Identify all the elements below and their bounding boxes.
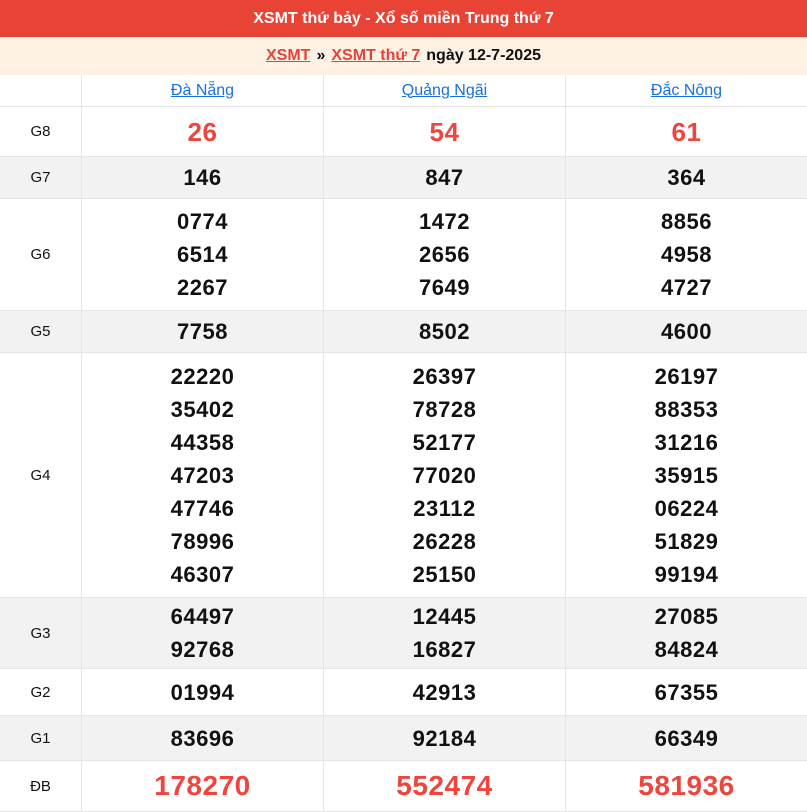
breadcrumb-date: ngày 12-7-2025 bbox=[426, 47, 541, 64]
results-table bbox=[0, 75, 807, 812]
prize-number: 1472 bbox=[419, 209, 470, 234]
prize-number: 61 bbox=[671, 116, 702, 147]
prize-numbers-g4-col2 bbox=[566, 353, 807, 597]
page-title-bar bbox=[0, 0, 807, 37]
prize-numbers-db-col0 bbox=[82, 761, 324, 811]
prize-rows-container bbox=[0, 107, 807, 812]
prize-number: 2656 bbox=[419, 242, 470, 267]
prize-number: 0774 bbox=[177, 209, 228, 234]
prize-number: 178270 bbox=[154, 770, 251, 801]
prize-number: 46307 bbox=[170, 561, 235, 587]
prize-row-db bbox=[0, 761, 807, 812]
prize-number: 364 bbox=[667, 165, 706, 190]
prize-label-g6: G6 bbox=[0, 199, 82, 310]
prize-label-db: ĐB bbox=[0, 761, 82, 811]
prize-number: 83696 bbox=[170, 725, 235, 751]
prize-label-g7: G7 bbox=[0, 157, 82, 198]
prize-number: 64497 bbox=[170, 604, 235, 629]
header-cell-quang-ngai bbox=[324, 75, 566, 106]
breadcrumb bbox=[0, 37, 807, 75]
province-link-dac-nong[interactable]: Đắc Nông bbox=[650, 81, 723, 99]
prize-number: 7758 bbox=[177, 319, 228, 344]
header-cell-da-nang bbox=[82, 75, 324, 106]
prize-numbers-db-col2 bbox=[566, 761, 807, 811]
prize-numbers-g3-col1 bbox=[324, 598, 566, 668]
province-link-quang-ngai[interactable]: Quảng Ngãi bbox=[401, 81, 488, 99]
prize-number: 06224 bbox=[654, 495, 719, 521]
prize-number: 26197 bbox=[654, 363, 719, 389]
prize-number: 78728 bbox=[412, 396, 477, 422]
prize-number: 4600 bbox=[661, 319, 712, 344]
prize-numbers-g2-col0 bbox=[82, 669, 324, 715]
prize-number: 78996 bbox=[170, 528, 235, 554]
prize-numbers-g1-col0 bbox=[82, 716, 324, 760]
prize-row-g6 bbox=[0, 199, 807, 311]
prize-row-g4 bbox=[0, 353, 807, 598]
prize-numbers-g2-col2 bbox=[566, 669, 807, 715]
prize-numbers-g4-col1 bbox=[324, 353, 566, 597]
prize-number: 8856 bbox=[661, 209, 712, 234]
prize-numbers-g1-col2 bbox=[566, 716, 807, 760]
prize-numbers-db-col1 bbox=[324, 761, 566, 811]
prize-numbers-g6-col2 bbox=[566, 199, 807, 310]
prize-number: 26228 bbox=[412, 528, 477, 554]
prize-number: 26 bbox=[187, 116, 218, 147]
prize-number: 146 bbox=[183, 165, 222, 190]
prize-row-g5 bbox=[0, 311, 807, 353]
prize-label-g8: G8 bbox=[0, 107, 82, 156]
prize-number: 27085 bbox=[654, 604, 719, 629]
prize-number: 54 bbox=[429, 116, 460, 147]
prize-number: 23112 bbox=[413, 495, 476, 521]
prize-numbers-g3-col2 bbox=[566, 598, 807, 668]
prize-numbers-g7-col1 bbox=[324, 157, 566, 198]
prize-numbers-g2-col1 bbox=[324, 669, 566, 715]
prize-label-g1: G1 bbox=[0, 716, 82, 760]
header-empty-cell bbox=[0, 75, 82, 106]
prize-number: 67355 bbox=[654, 679, 719, 705]
prize-numbers-g5-col0 bbox=[82, 311, 324, 352]
prize-number: 552474 bbox=[396, 770, 493, 801]
prize-numbers-g5-col2 bbox=[566, 311, 807, 352]
prize-number: 4727 bbox=[661, 275, 712, 300]
prize-number: 52177 bbox=[412, 429, 477, 455]
breadcrumb-link-xsmt-thu-7[interactable]: XSMT thứ 7 bbox=[331, 47, 421, 64]
prize-number: 2267 bbox=[177, 275, 228, 300]
prize-numbers-g8-col2 bbox=[566, 107, 807, 156]
prize-numbers-g6-col1 bbox=[324, 199, 566, 310]
province-header-row bbox=[0, 75, 807, 107]
prize-number: 47203 bbox=[170, 462, 235, 488]
prize-numbers-g8-col0 bbox=[82, 107, 324, 156]
prize-number: 92184 bbox=[412, 725, 477, 751]
prize-numbers-g3-col0 bbox=[82, 598, 324, 668]
prize-number: 6514 bbox=[177, 242, 228, 267]
prize-numbers-g8-col1 bbox=[324, 107, 566, 156]
prize-number: 47746 bbox=[170, 495, 235, 521]
prize-number: 12445 bbox=[412, 604, 477, 629]
header-cell-dac-nong bbox=[566, 75, 807, 106]
prize-numbers-g7-col2 bbox=[566, 157, 807, 198]
prize-numbers-g7-col0 bbox=[82, 157, 324, 198]
breadcrumb-separator: » bbox=[316, 47, 326, 64]
prize-number: 42913 bbox=[412, 679, 477, 705]
prize-number: 51829 bbox=[654, 528, 719, 554]
prize-number: 99194 bbox=[654, 561, 719, 587]
prize-number: 31216 bbox=[654, 429, 719, 455]
prize-number: 77020 bbox=[412, 462, 477, 488]
prize-number: 22220 bbox=[170, 363, 235, 389]
province-link-da-nang[interactable]: Đà Nẵng bbox=[170, 81, 235, 99]
prize-row-g8 bbox=[0, 107, 807, 157]
prize-number: 7649 bbox=[419, 275, 470, 300]
prize-number: 44358 bbox=[170, 429, 235, 455]
breadcrumb-link-xsmt[interactable]: XSMT bbox=[265, 47, 311, 64]
prize-row-g7 bbox=[0, 157, 807, 199]
prize-number: 92768 bbox=[170, 637, 235, 662]
prize-numbers-g5-col1 bbox=[324, 311, 566, 352]
prize-number: 35915 bbox=[654, 462, 719, 488]
prize-row-g3 bbox=[0, 598, 807, 669]
page-title: XSMT thứ bảy - Xổ số miền Trung thứ 7 bbox=[253, 9, 554, 27]
prize-number: 847 bbox=[425, 165, 464, 190]
prize-label-g2: G2 bbox=[0, 669, 82, 715]
prize-number: 66349 bbox=[654, 725, 719, 751]
prize-number: 26397 bbox=[412, 363, 477, 389]
prize-numbers-g1-col1 bbox=[324, 716, 566, 760]
prize-number: 16827 bbox=[412, 637, 477, 662]
prize-number: 88353 bbox=[654, 396, 719, 422]
prize-number: 4958 bbox=[661, 242, 712, 267]
prize-label-g5: G5 bbox=[0, 311, 82, 352]
prize-number: 84824 bbox=[654, 637, 719, 662]
prize-row-g1 bbox=[0, 716, 807, 761]
prize-number: 01994 bbox=[170, 679, 235, 705]
prize-numbers-g6-col0 bbox=[82, 199, 324, 310]
prize-row-g2 bbox=[0, 669, 807, 716]
prize-number: 8502 bbox=[419, 319, 470, 344]
prize-number: 25150 bbox=[412, 561, 477, 587]
prize-numbers-g4-col0 bbox=[82, 353, 324, 597]
prize-number: 35402 bbox=[170, 396, 235, 422]
prize-label-g3: G3 bbox=[0, 598, 82, 668]
prize-label-g4: G4 bbox=[0, 353, 82, 597]
prize-number: 581936 bbox=[638, 770, 735, 801]
